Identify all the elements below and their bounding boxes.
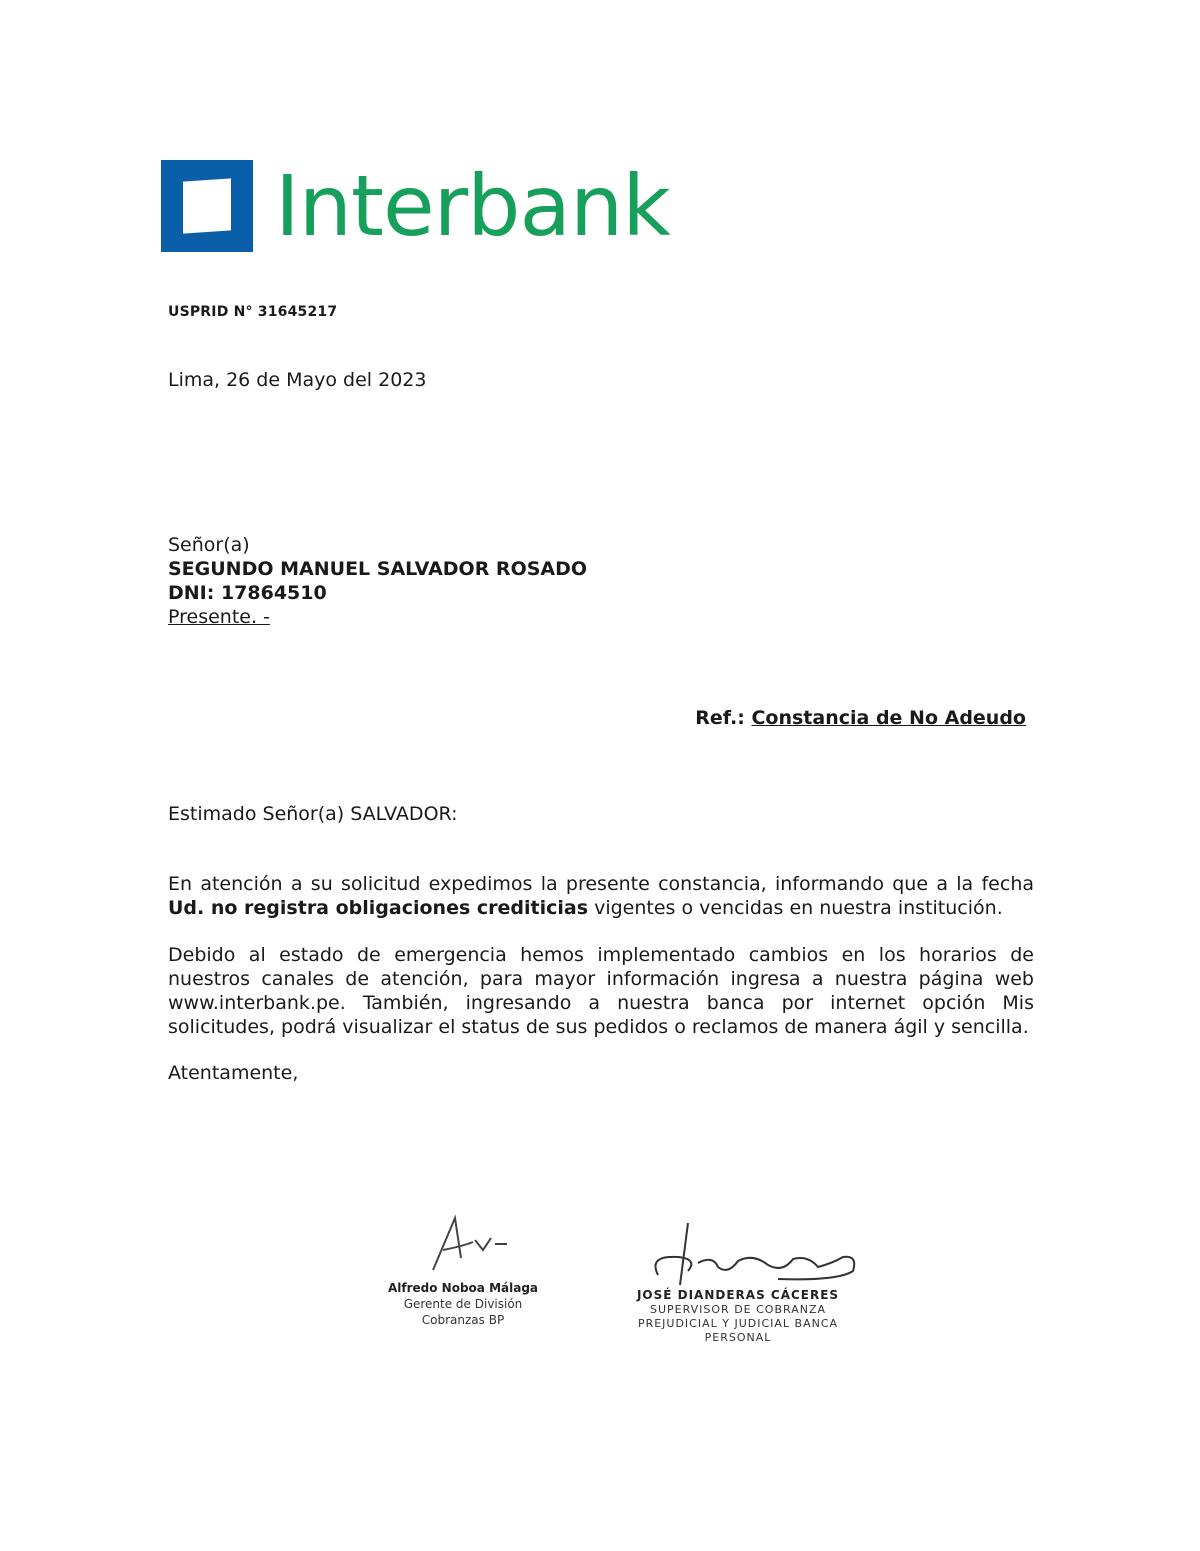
recipient-name: SEGUNDO MANUEL SALVADOR ROSADO bbox=[168, 558, 588, 580]
closing: Atentamente, bbox=[168, 1062, 299, 1084]
interbank-logo bbox=[161, 158, 670, 254]
greeting: Estimado Señor(a) SALVADOR: bbox=[168, 803, 458, 825]
reference-value: Constancia de No Adeudo bbox=[751, 707, 1026, 729]
paragraph-2: Debido al estado de emergencia hemos implementado cambios en los horarios de nuestros canales de atención, para mayor información ingresa a nuestra página web www.interbank.pe. También, ingresando a nuestra banca por internet opción Mis solicitudes, podrá visualizar el status de sus pedidos o reclamos de manera ágil y sencilla. bbox=[168, 944, 1034, 1038]
usprid-number: USPRID N° 31645217 bbox=[168, 304, 338, 320]
signer-1-title-2: Cobranzas BP bbox=[421, 1313, 505, 1327]
signer-1-title-1: Gerente de División bbox=[403, 1297, 523, 1311]
signature-block-2 bbox=[618, 1215, 858, 1345]
reference-line bbox=[695, 706, 1026, 730]
recipient-salutation: Señor(a) bbox=[168, 534, 250, 556]
recipient-dni: DNI: 17864510 bbox=[168, 582, 327, 604]
reference-label: Ref.: bbox=[695, 707, 745, 729]
logo-mark-icon bbox=[161, 160, 253, 252]
handwritten-signature-icon bbox=[403, 1200, 523, 1280]
p1-bold: Ud. no registra obligaciones crediticias bbox=[168, 897, 589, 919]
signer-2-title-3: PERSONAL bbox=[704, 1331, 772, 1344]
signer-2-title-2: PREJUDICIAL Y JUDICIAL BANCA bbox=[637, 1317, 839, 1330]
handwritten-signature-icon bbox=[618, 1215, 878, 1287]
logo-wordmark: Interbank bbox=[275, 157, 670, 255]
signer-2-title-1: SUPERVISOR DE COBRANZA bbox=[649, 1303, 827, 1316]
letter-date: Lima, 26 de Mayo del 2023 bbox=[168, 369, 427, 391]
signature-block-1 bbox=[368, 1200, 558, 1328]
paragraph-1 bbox=[168, 872, 1034, 920]
signer-2-name: JOSÉ DIANDERAS CÁCERES bbox=[636, 1288, 840, 1302]
presente-line: Presente. - bbox=[168, 606, 270, 628]
p1-start: En atención a su solicitud expedimos la presente constancia, informando que a la fecha bbox=[168, 873, 1034, 895]
p1-end: vigentes o vencidas en nuestra institución. bbox=[588, 897, 1003, 919]
signer-1-name: Alfredo Noboa Málaga bbox=[387, 1281, 539, 1295]
